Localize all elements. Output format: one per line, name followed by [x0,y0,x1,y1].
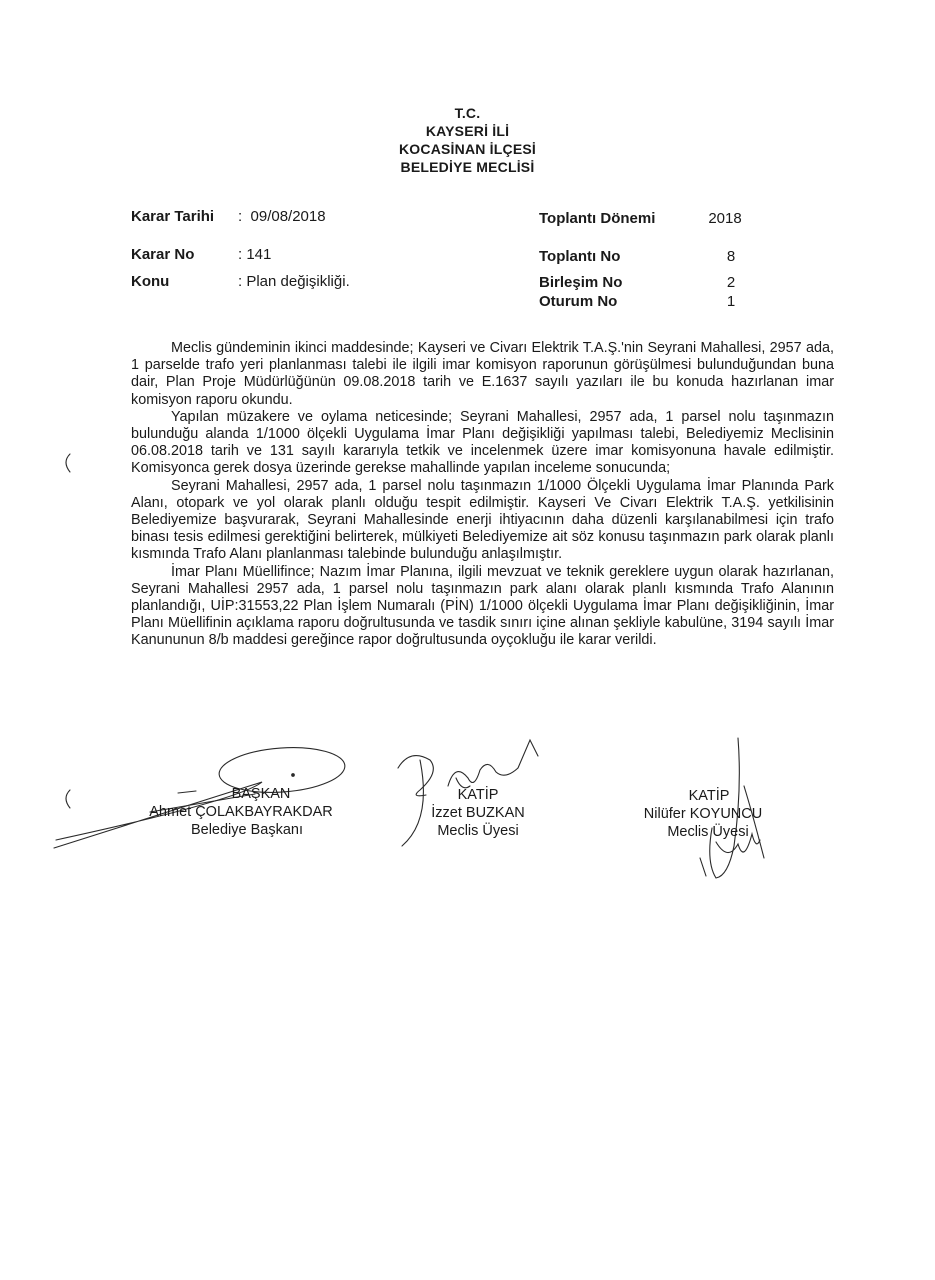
signature-name: Nilüfer KOYUNCU [643,806,763,822]
meeting-period-label: Toplantı Dönemi [539,210,656,227]
signature-clerk-2 [628,787,778,841]
header-line-district: KOCASİNAN İLÇESİ [399,141,536,157]
sitting-number-value: 1 [726,293,736,310]
signature-role: BAŞKAN [231,786,291,802]
signature-chairman [136,785,346,839]
meta-value: : Plan değişikliği. [238,273,350,290]
meta-key: Karar No [131,246,195,263]
meta-key: Konu [131,273,170,290]
signature-role: KATİP [457,787,499,803]
meta-value: : 141 [238,246,272,263]
meta-value: : 09/08/2018 [238,208,326,225]
paragraph: İmar Planı Müellifince; Nazım İmar Planına, ilgili mevzuat ve teknik gereklere uygun olarak hazırlanan, Seyrani Mahallesi 2957 ada, 1 parsel nolu taşınmazın park alanı olarak planlı kısmında Trafo Alanının planlandığı, UİP:31553,22 Plan İşlem Numaralı (PİN) 1/1000 ölçekli Uygulama İmar Planı değişikliğinin, İmar Planı Müellifinin açıklama raporu doğrultusunda ve tasdik sınırı içine alınan şekliyle kabulüne, 3194 sayılı İmar Kanununun 8/b maddesi gereğince rapor doğrultusunda oyçokluğu ile karar verildi. [131,563,834,649]
signature-title: Meclis Üyesi [437,823,519,839]
sitting-number-label: Oturum No [539,293,618,310]
meta-key: Karar Tarihi [131,208,215,225]
paragraph: Yapılan müzakere ve oylama neticesinde; Seyrani Mahallesi, 2957 ada, 1 parsel nolu taşınmazın bulunduğu alanda 1/1000 ölçekli Uygulama İmar Planı değişikliği yapılması talebi, Belediyemiz Meclisinin 06.08.2018 tarih ve 131 sayılı kararıyla tetkik ve incelenmek üzere imar komisyonuna havale edilmiştir. Komisyonca gerek dosya üzerinde gerekse mahallinde yapılan inceleme sonucunda; [131,408,834,477]
signature-name: Ahmet ÇOLAKBAYRAKDAR [149,804,333,820]
document-header [0,104,935,176]
signature-title: Meclis Üyesi [667,824,749,840]
meeting-period-value: 2018 [708,210,742,227]
paragraph: Seyrani Mahallesi, 2957 ada, 1 parsel nolu taşınmazın 1/1000 Ölçekli Uygulama İmar Planında Park Alanı, otopark ve yol olarak planlı olduğu tespit edilmiştir. Kayseri Ve Civarı Elektrik T.A.Ş. yetkilisinin Belediyemize başvurarak, Seyrani Mahallesinde enerji ihtiyacının daha düzenli karşılanabilmesi için trafo binası tesis edilmesi gerektiğini belirterek, mülkiyeti Belediyemize ait söz konusu taşınmazın park olarak planlı kısmında Trafo Alanı planlanması talebinde bulunduğu anlaşılmıştır. [131,477,834,563]
header-line-tc: T.C. [454,105,481,121]
session-number-label: Birleşim No [539,274,623,291]
signature-title: Belediye Başkanı [190,822,304,838]
signature-role: KATİP [688,788,730,804]
header-line-province: KAYSERİ İLİ [425,123,510,139]
meeting-number-label: Toplantı No [539,248,621,265]
session-number-value: 2 [726,274,736,291]
paragraph: Meclis gündeminin ikinci maddesinde; Kayseri ve Civarı Elektrik T.A.Ş.'nin Seyrani Mahallesi, 2957 ada, 1 parselde trafo yeri planlanması talebi ile ilgili imar komisyon raporunun görüşülmesi bulunduğundan buna dair, Plan Proje Müdürlüğünün 09.08.2018 tarih ve E.1637 sayılı yazıları ile bu konuda hazırlanan imar komisyon raporu okundu. [131,340,834,408]
meeting-number-value: 8 [726,248,736,265]
signature-clerk-1 [408,786,548,840]
decision-body [131,340,834,650]
header-line-council: BELEDİYE MECLİSİ [400,159,535,175]
signature-name: İzzet BUZKAN [431,805,525,821]
